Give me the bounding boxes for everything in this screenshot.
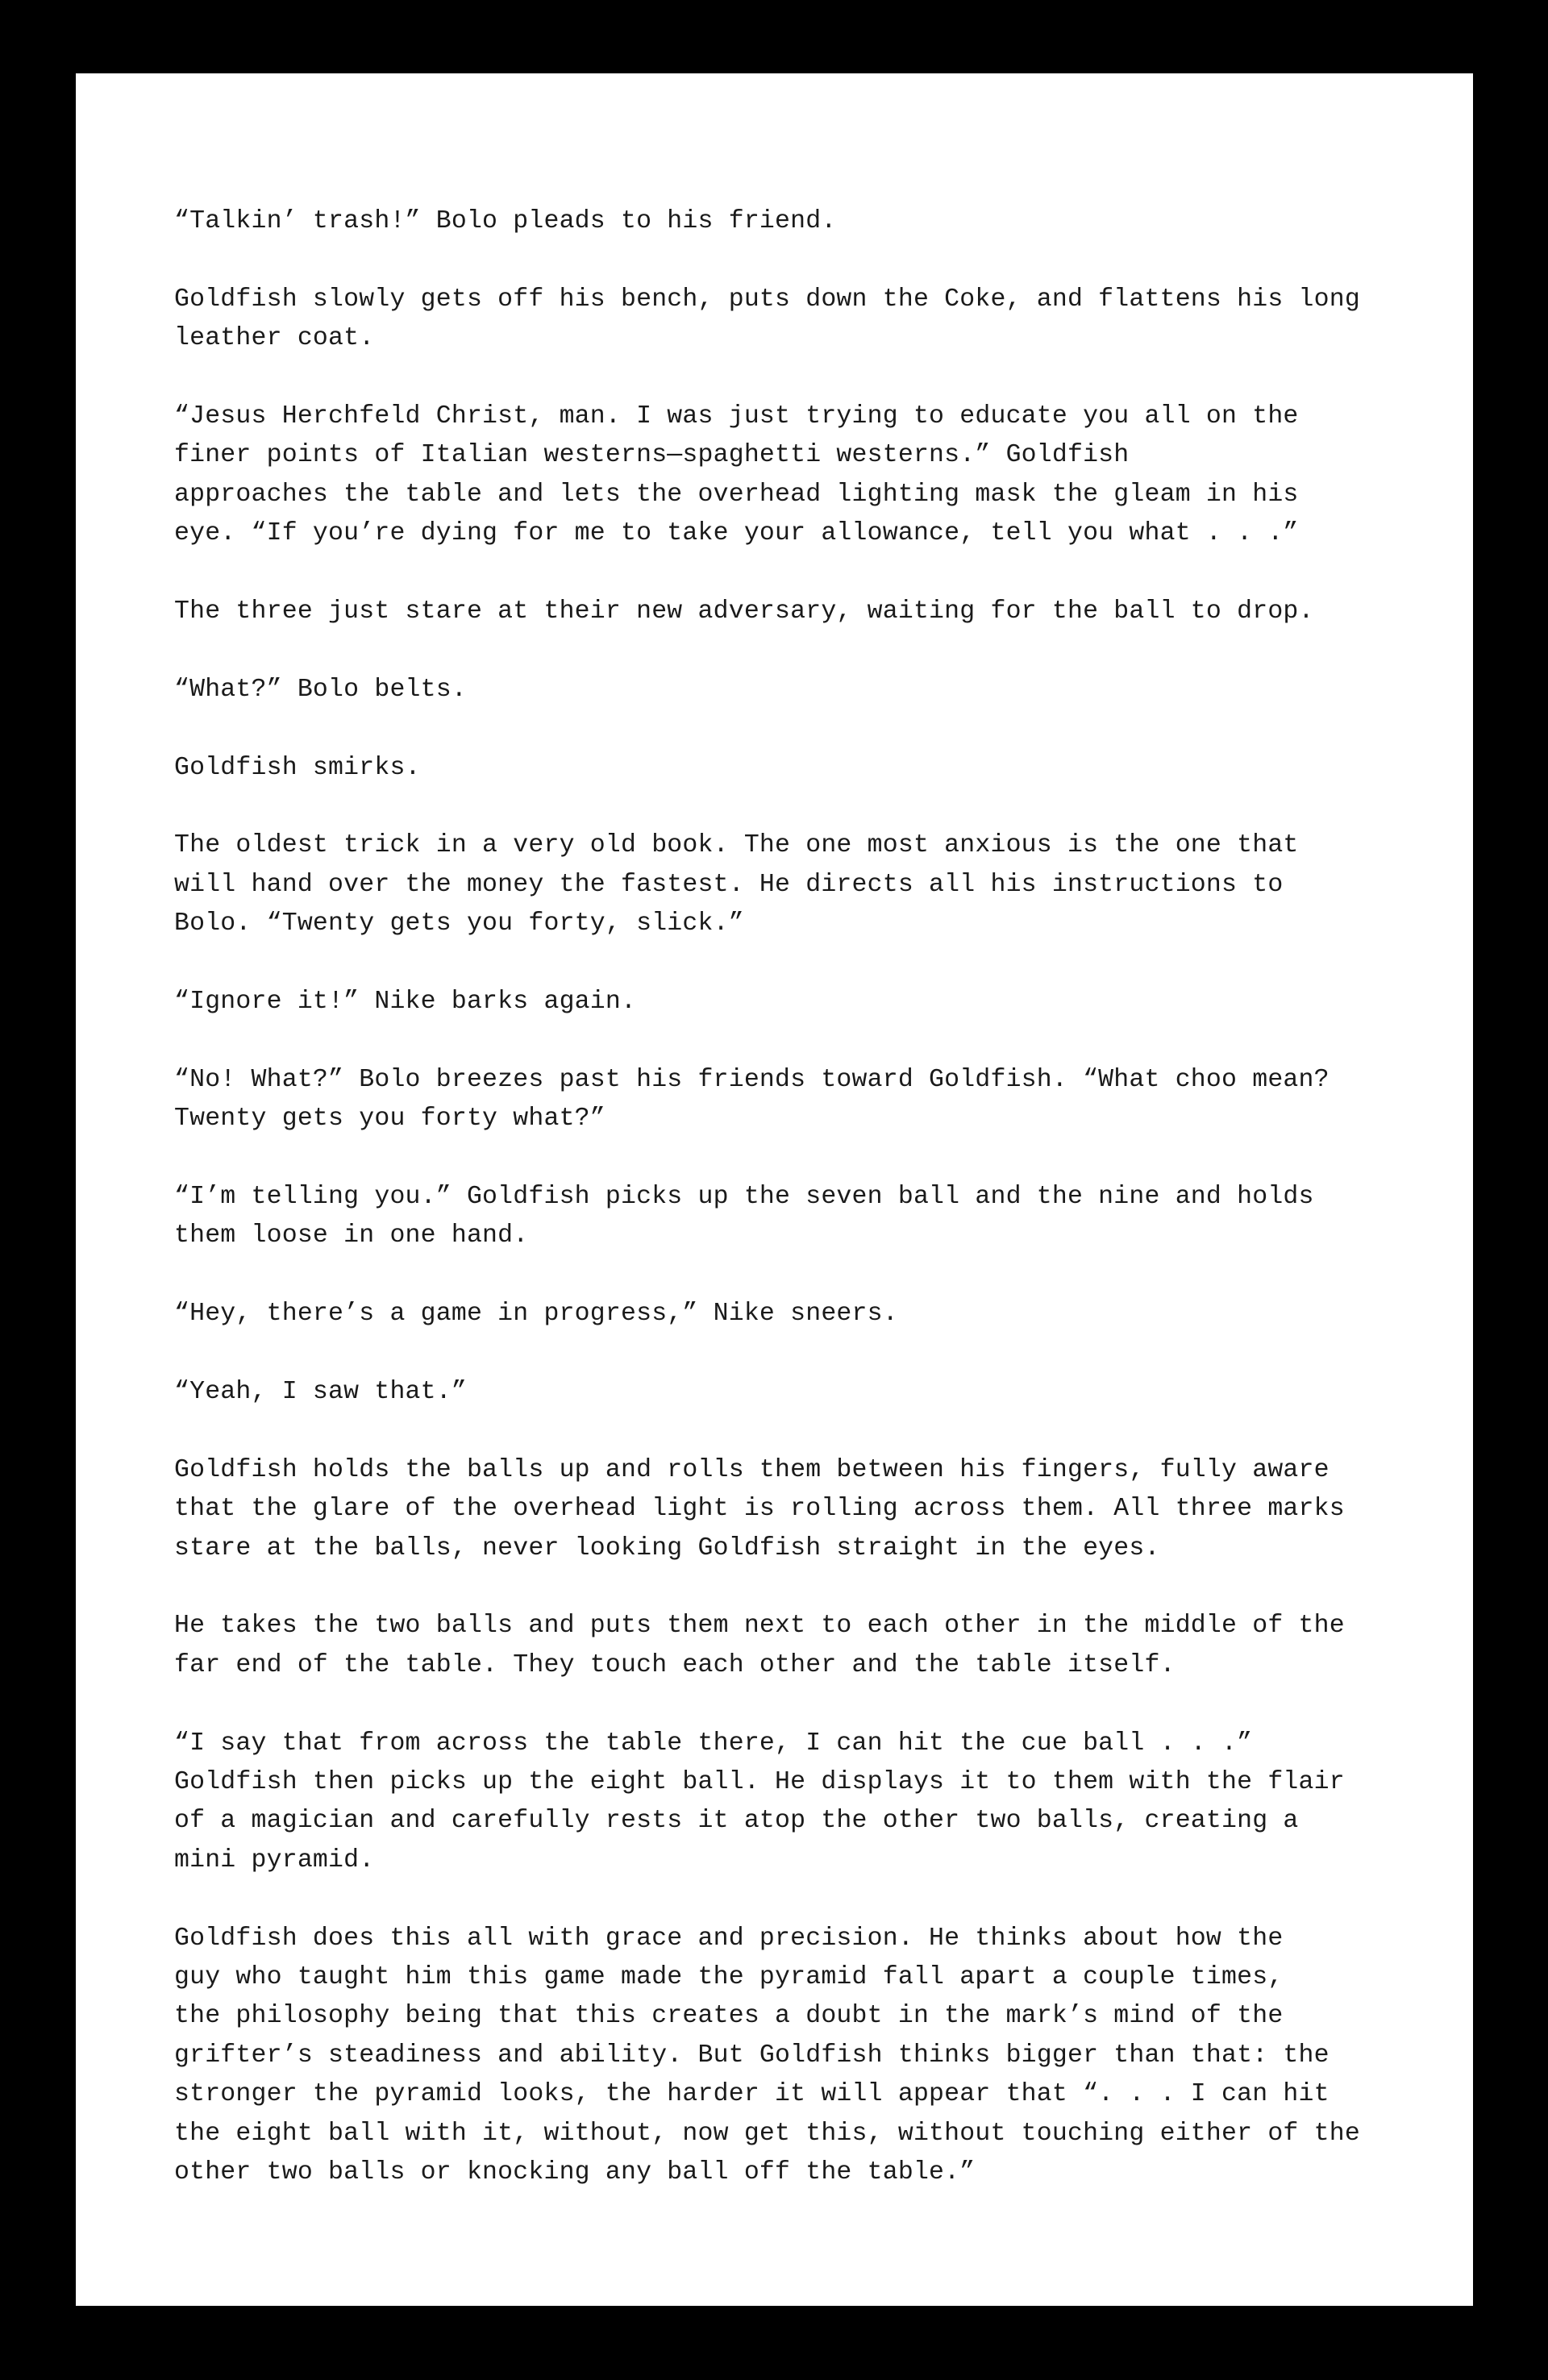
paragraph: “What?” Bolo belts. xyxy=(174,675,467,704)
paragraph: “No! What?” Bolo breezes past his friends toward Goldfish. “What choo mean? Twenty gets you forty what?” xyxy=(174,1065,1330,1134)
paragraph: Goldfish holds the balls up and rolls them between his fingers, fully aware that the glare of the overhead light is rolling across them. All three marks stare at the balls, never looking Goldfish straight in the eyes. xyxy=(174,1455,1345,1562)
paragraph: “Jesus Herchfeld Christ, man. I was just trying to educate you all on the finer points of Italian westerns—spaghetti westerns.” Goldfish approaches the table and lets the overhead lighting mask the gleam in his eye. “If you’re dying for me to take your allowance, tell you what . . .” xyxy=(174,402,1299,548)
paragraph: The oldest trick in a very old book. The one most anxious is the one that will hand over the money the fastest. He directs all his instructions to Bolo. “Twenty gets you forty, slick.” xyxy=(174,831,1299,938)
paragraph: Goldfish does this all with grace and precision. He thinks about how the guy who taught him this game made the pyramid fall apart a couple times, the philosophy being that this creates a doubt in the mark’s mind of the grifter’s steadiness and ability. But Goldfish thinks bigger than that: the stronger the pyramid looks, the harder it will appear that “. . . I can hit the eight ball with it, without, now get this, without touching either of the other two balls or knocking any ball off the table.” xyxy=(174,1924,1360,2187)
paragraph: “Talkin’ trash!” Bolo pleads to his friend. xyxy=(174,207,837,235)
paragraph: “Ignore it!” Nike barks again. xyxy=(174,988,637,1017)
paragraph: The three just stare at their new adversary, waiting for the ball to drop. xyxy=(174,597,1314,626)
paragraph: Goldfish slowly gets off his bench, puts down the Coke, and flattens his long leather coat. xyxy=(174,285,1360,353)
body-text xyxy=(174,202,1432,2192)
paragraph: “I’m telling you.” Goldfish picks up the seven ball and the nine and holds them loose in one hand. xyxy=(174,1183,1314,1250)
paragraph: “I say that from across the table there, I can hit the cue ball . . .” Goldfish then picks up the eight ball. He displays it to them with the flair of a magician and carefully rests it atop the other two balls, creating a mini pyramid. xyxy=(174,1729,1345,1874)
paragraph: He takes the two balls and puts them next to each other in the middle of the far end of the table. They touch each other and the table itself. xyxy=(174,1612,1345,1679)
paragraph: “Yeah, I saw that.” xyxy=(174,1378,467,1407)
manuscript-page xyxy=(76,73,1473,2306)
paragraph: Goldfish smirks. xyxy=(174,753,421,782)
paragraph: “Hey, there’s a game in progress,” Nike sneers. xyxy=(174,1300,898,1329)
